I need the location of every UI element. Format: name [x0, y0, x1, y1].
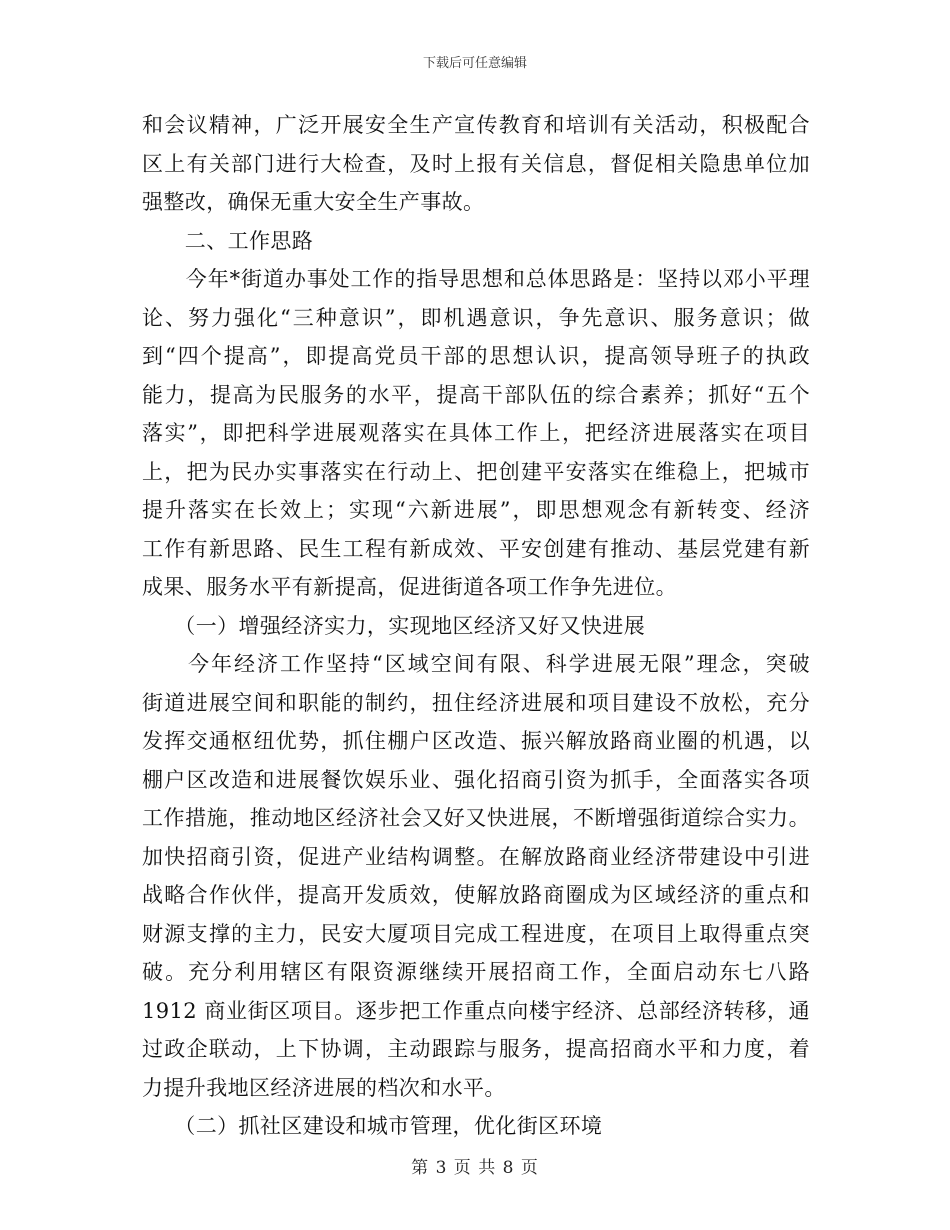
body-paragraph — [142, 645, 810, 1107]
text-line: 加快招商引资，促进产业结构调整。在解放路商业经济带建设中引进 — [142, 844, 810, 869]
text-line: 上，把为民办实事落实在行动上、把创建平安落实在维稳上，把城市 — [142, 459, 810, 484]
text-line: 战略合作伙伴，提高开发质效，使解放路商圈成为区域经济的重点和 — [142, 883, 810, 907]
text-line: 二、工作思路 — [142, 228, 314, 253]
text-line: （二）抓社区建设和城市管理，优化街区环境 — [142, 1114, 603, 1138]
body-paragraph — [142, 260, 810, 607]
text-line: 区上有关部门进行大检查，及时上报有关信息，督促相关隐患单位加 — [142, 151, 810, 176]
text-line: 今年经济工作坚持“区域空间有限、科学进展无限”理念，突破 — [142, 652, 810, 676]
page-footer: 第 3 页 共 8 页 — [411, 1158, 539, 1178]
text-line: 落实”，即把科学进展观落实在具体工作上，把经济进展落实在项目 — [142, 421, 810, 445]
text-line: 财源支撑的主力，民安大厦项目完成工程进度，在项目上取得重点突 — [142, 921, 810, 946]
text-line: 发挥交通枢纽优势，抓住棚户区改造、振兴解放路商业圈的机遇，以 — [142, 729, 810, 753]
text-line: 到“四个提高”，即提高党员干部的思想认识，提高领导班子的执政 — [142, 344, 810, 368]
text-line: （一）增强经济实力，实现地区经济又好又快进展 — [142, 613, 646, 638]
text-line: 街道进展空间和职能的制约，扭住经济进展和项目建设不放松，充分 — [142, 690, 810, 715]
text-line: 工作措施，推动地区经济社会又好又快进展，不断增强街道综合实力。 — [142, 806, 810, 830]
section-heading — [142, 222, 810, 261]
text-line: 论、努力强化“三种意识”，即机遇意识，争先意识、服务意识；做 — [142, 305, 810, 330]
text-line: 今年*街道办事处工作的指导思想和总体思路是：坚持以邓小平理 — [142, 267, 810, 291]
text-line: 能力，提高为民服务的水平，提高干部队伍的综合素养；抓好“五个 — [142, 382, 810, 407]
text-line: 强整改，确保无重大安全生产事故。 — [142, 190, 485, 214]
text-line: 和会议精神，广泛开展安全生产宣传教育和培训有关活动，积极配合 — [142, 113, 810, 137]
text-line: 破。充分利用辖区有限资源继续开展招商工作，全面启动东七八路 — [142, 960, 810, 984]
text-line: 工作有新思路、民生工程有新成效、平安创建有推动、基层党建有新 — [142, 536, 810, 561]
section-heading — [142, 1107, 810, 1146]
body-paragraph — [142, 106, 810, 222]
section-heading — [142, 607, 810, 646]
text-line: 棚户区改造和进展餐饮娱乐业、强化招商引资为抓手，全面落实各项 — [142, 767, 810, 792]
text-line: 过政企联动，上下协调，主动跟踪与服务，提高招商水平和力度，着 — [142, 1037, 810, 1061]
page-header: 下载后可任意编辑 — [422, 56, 527, 71]
text-line: 成果、服务水平有新提高，促进街道各项工作争先进位。 — [142, 575, 677, 599]
document-body — [142, 106, 810, 1146]
text-line: 力提升我地区经济进展的档次和水平。 — [142, 1075, 506, 1100]
text-line: 提升落实在长效上；实现“六新进展”，即思想观念有新转变、经济 — [142, 498, 810, 522]
text-line: 1912 商业街区项目。逐步把工作重点向楼宇经济、总部经济转移，通 — [142, 998, 810, 1023]
